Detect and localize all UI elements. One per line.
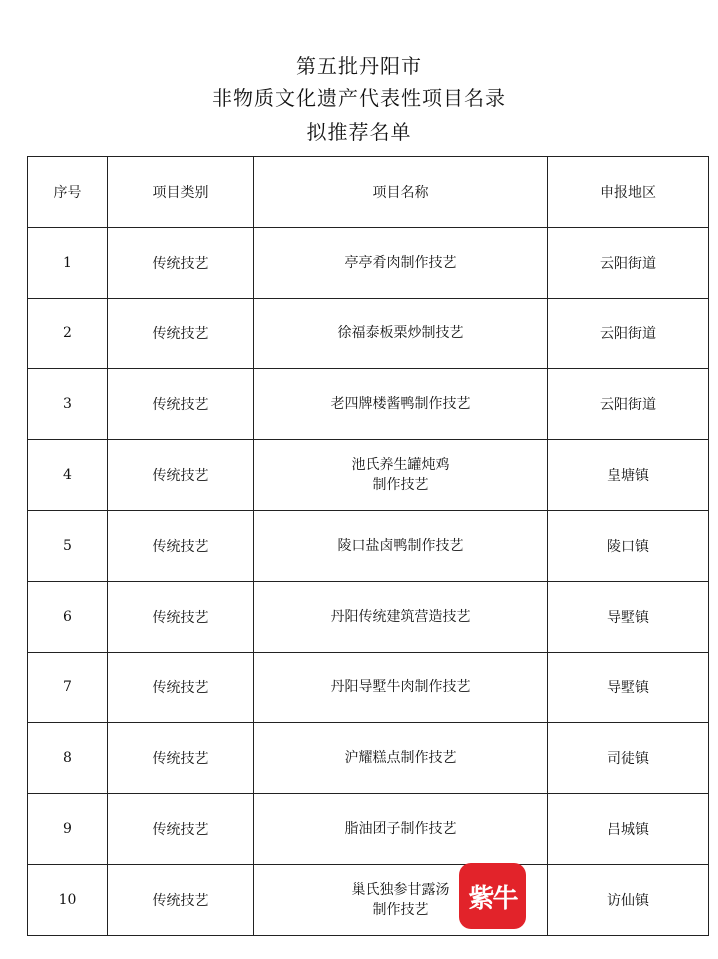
header-serial: 序号 bbox=[28, 157, 108, 228]
cell-region: 云阳街道 bbox=[548, 227, 709, 298]
cell-region: 导墅镇 bbox=[548, 581, 709, 652]
cell-serial: 9 bbox=[28, 794, 108, 865]
zniu-logo-watermark: 紫牛 bbox=[459, 863, 526, 929]
cell-project-name bbox=[254, 440, 548, 511]
table-row bbox=[28, 227, 709, 298]
project-name-line: 池氏养生罐炖鸡 bbox=[351, 457, 450, 474]
table-body bbox=[28, 227, 709, 935]
header-region: 申报地区 bbox=[548, 157, 709, 228]
project-name-line: 制作技艺 bbox=[372, 477, 429, 494]
cell-region: 司徒镇 bbox=[548, 723, 709, 794]
recommendation-table bbox=[27, 156, 709, 936]
cell-project-name bbox=[254, 723, 548, 794]
table-row bbox=[28, 581, 709, 652]
cell-region: 访仙镇 bbox=[548, 864, 709, 935]
project-name-line: 亭亭肴肉制作技艺 bbox=[344, 254, 457, 271]
project-name-line: 制作技艺 bbox=[372, 901, 429, 918]
table-row bbox=[28, 794, 709, 865]
table-row bbox=[28, 298, 709, 369]
cell-category: 传统技艺 bbox=[108, 369, 254, 440]
cell-project-name bbox=[254, 298, 548, 369]
cell-category: 传统技艺 bbox=[108, 510, 254, 581]
project-name-line: 巢氏独参甘露汤 bbox=[351, 881, 450, 898]
cell-project-name bbox=[254, 369, 548, 440]
project-name-line: 沪耀糕点制作技艺 bbox=[344, 750, 457, 767]
table-row bbox=[28, 440, 709, 511]
cell-project-name bbox=[254, 510, 548, 581]
cell-serial: 8 bbox=[28, 723, 108, 794]
project-name-line: 丹阳传统建筑营造技艺 bbox=[330, 608, 471, 625]
table-row bbox=[28, 369, 709, 440]
cell-region: 云阳街道 bbox=[548, 298, 709, 369]
cell-category: 传统技艺 bbox=[108, 298, 254, 369]
cell-project-name bbox=[254, 227, 548, 298]
table-row bbox=[28, 652, 709, 723]
project-name-line: 脂油团子制作技艺 bbox=[344, 821, 457, 838]
document-title bbox=[0, 50, 718, 148]
header-category: 项目类别 bbox=[108, 157, 254, 228]
table-row bbox=[28, 864, 709, 935]
table-row bbox=[28, 723, 709, 794]
project-name-line: 老四牌楼酱鸭制作技艺 bbox=[330, 396, 471, 413]
cell-region: 导墅镇 bbox=[548, 652, 709, 723]
cell-category: 传统技艺 bbox=[108, 652, 254, 723]
title-line-3: 拟推荐名单 bbox=[306, 120, 412, 144]
cell-serial: 3 bbox=[28, 369, 108, 440]
title-line-2: 非物质文化遗产代表性项目名录 bbox=[212, 86, 506, 110]
cell-category: 传统技艺 bbox=[108, 864, 254, 935]
cell-region: 皇塘镇 bbox=[548, 440, 709, 511]
cell-category: 传统技艺 bbox=[108, 794, 254, 865]
project-name-line: 陵口盐卤鸭制作技艺 bbox=[337, 537, 464, 554]
table-header-row bbox=[28, 157, 709, 228]
cell-region: 陵口镇 bbox=[548, 510, 709, 581]
project-name-line: 徐福泰板栗炒制技艺 bbox=[337, 325, 464, 342]
table-row bbox=[28, 510, 709, 581]
header-project-name: 项目名称 bbox=[254, 157, 548, 228]
project-name-line: 丹阳导墅牛肉制作技艺 bbox=[330, 679, 471, 696]
cell-category: 传统技艺 bbox=[108, 227, 254, 298]
cell-serial: 10 bbox=[28, 864, 108, 935]
cell-serial: 4 bbox=[28, 440, 108, 511]
cell-project-name bbox=[254, 581, 548, 652]
cell-category: 传统技艺 bbox=[108, 581, 254, 652]
cell-region: 吕城镇 bbox=[548, 794, 709, 865]
cell-serial: 2 bbox=[28, 298, 108, 369]
cell-category: 传统技艺 bbox=[108, 723, 254, 794]
title-line-1: 第五批丹阳市 bbox=[296, 54, 422, 78]
cell-category: 传统技艺 bbox=[108, 440, 254, 511]
cell-region: 云阳街道 bbox=[548, 369, 709, 440]
cell-project-name bbox=[254, 794, 548, 865]
cell-serial: 5 bbox=[28, 510, 108, 581]
cell-serial: 6 bbox=[28, 581, 108, 652]
cell-serial: 1 bbox=[28, 227, 108, 298]
cell-project-name bbox=[254, 652, 548, 723]
cell-serial: 7 bbox=[28, 652, 108, 723]
